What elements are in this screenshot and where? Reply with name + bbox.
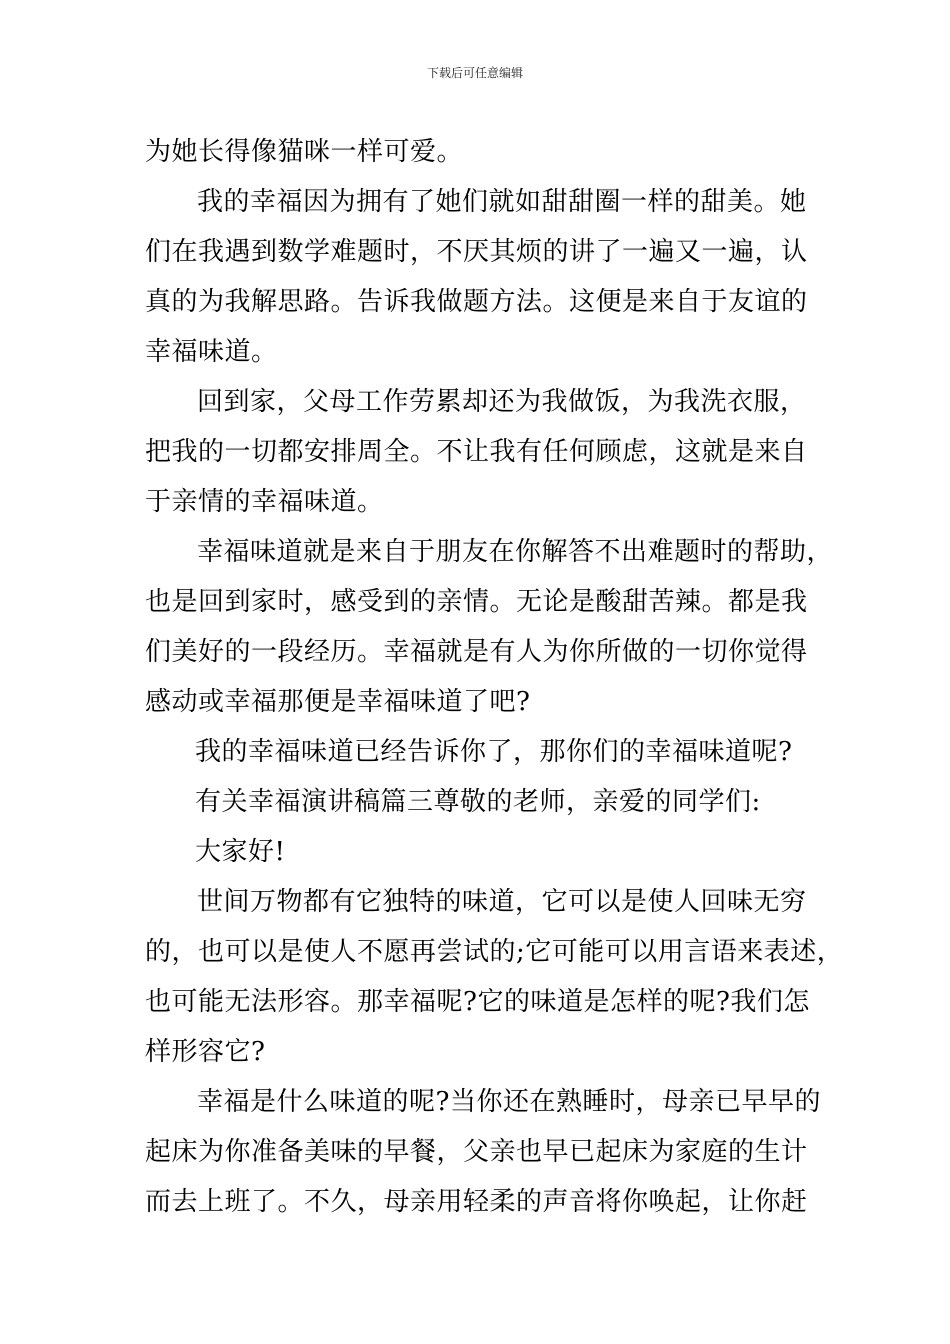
paragraph-start-line: 我的幸福味道已经告诉你了，那你们的幸福味道呢? (195, 737, 793, 767)
text-line: 于亲情的幸福味道。 (145, 487, 384, 517)
text-line: 幸福味道。 (145, 337, 278, 367)
text-line: 样形容它? (145, 1037, 266, 1067)
paragraph-start-line: 我的幸福因为拥有了她们就如甜甜圈一样的甜美。她 (197, 187, 807, 217)
document-body (145, 127, 844, 1227)
text-line: 感动或幸福那便是幸福味道了吧? (145, 687, 531, 717)
paragraph-start-line: 幸福是什么味道的呢?当你还在熟睡时，母亲已早早的 (197, 1087, 821, 1117)
paragraph-start-line: 幸福味道就是来自于朋友在你解答不出难题时的帮助， (197, 537, 834, 567)
text-line: 而去上班了。不久，母亲用轻柔的声音将你唤起，让你赶 (145, 1187, 808, 1217)
paragraph-start-line: 大家好! (195, 837, 286, 867)
text-line: 为她长得像猫咪一样可爱。 (145, 137, 464, 167)
paragraph-start-line: 有关幸福演讲稿篇三尊敬的老师，亲爱的同学们: (195, 787, 761, 817)
text-line: 也是回到家时，感受到的亲情。无论是酸甜苦辣。都是我 (145, 587, 808, 617)
paragraph-start-line: 回到家，父母工作劳累却还为我做饭，为我洗衣服， (197, 387, 807, 417)
paragraph-start-line: 世间万物都有它独特的味道，它可以是使人回味无穷 (197, 887, 807, 917)
text-line: 真的为我解思路。告诉我做题方法。这便是来自于友谊的 (145, 287, 808, 317)
text-line: 起床为你准备美味的早餐，父亲也早已起床为家庭的生计 (145, 1137, 808, 1167)
page-header: 下载后可任意编辑 (426, 66, 523, 80)
text-line: 也可能无法形容。那幸福呢?它的味道是怎样的呢?我们怎 (145, 987, 810, 1017)
text-line: 的，也可以是使人不愿再尝试的;它可能可以用言语来表述， (145, 937, 844, 967)
text-line: 把我的一切都安排周全。不让我有任何顾虑，这就是来自 (145, 437, 808, 467)
text-line: 们美好的一段经历。幸福就是有人为你所做的一切你觉得 (145, 637, 808, 667)
text-line: 们在我遇到数学难题时，不厌其烦的讲了一遍又一遍，认 (145, 237, 808, 267)
